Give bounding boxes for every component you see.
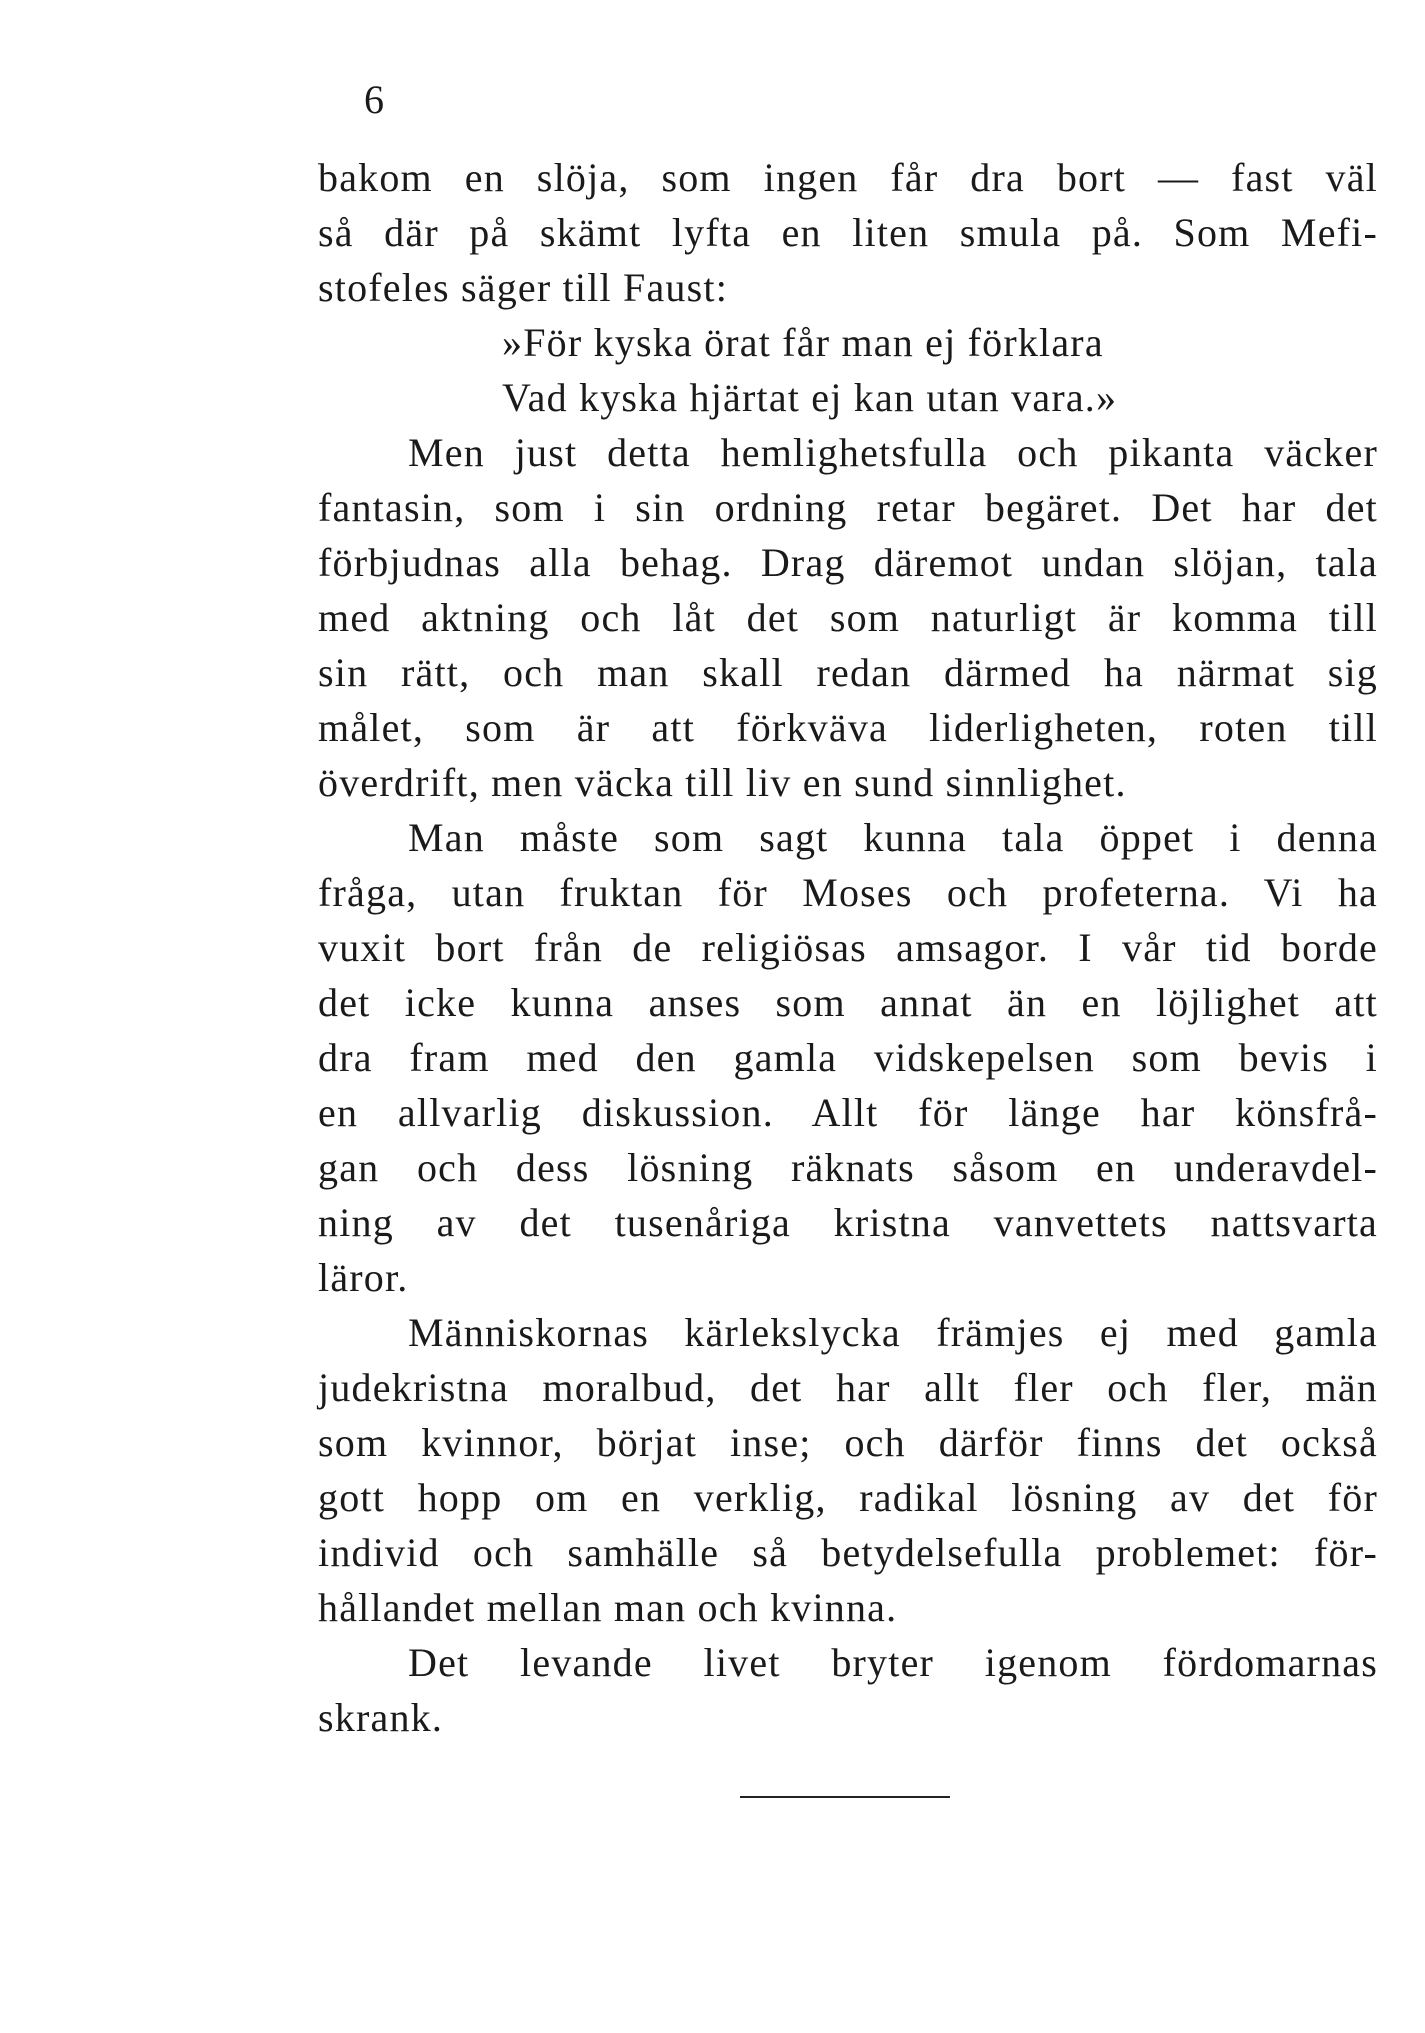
text-line: dra fram med den gamla vidskepelsen som bevis i: [318, 1035, 1378, 1080]
text-line: som kvinnor, börjat inse; och därför finns det också: [318, 1420, 1378, 1465]
text-line: ning av det tusenåriga kristna vanvettets nattsvarta: [318, 1200, 1378, 1245]
text-line: bakom en slöja, som ingen får dra bort — fast väl: [318, 155, 1378, 200]
text-line: judekristna moralbud, det har allt fler och fler, män: [318, 1365, 1378, 1410]
text-line: vuxit bort från de religiösas amsagor. I vår tid borde: [318, 925, 1378, 970]
text-line: hållandet mellan man och kvinna.: [318, 1585, 898, 1630]
body-text: [318, 150, 1378, 1745]
page-number: 6: [364, 77, 384, 122]
section-divider: [740, 1796, 950, 1798]
text-line: det icke kunna anses som annat än en löjlighet att: [318, 980, 1378, 1025]
text-line: gan och dess lösning räknats såsom en underavdel-: [318, 1145, 1378, 1190]
text-line: så där på skämt lyfta en liten smula på. Som Mefi-: [318, 210, 1378, 255]
text-line: överdrift, men väcka till liv en sund sinnlighet.: [318, 760, 1127, 805]
text-line: med aktning och låt det som naturligt är komma till: [318, 595, 1378, 640]
text-line: läror.: [318, 1255, 409, 1300]
text-line: Människornas kärlekslycka främjes ej med gamla: [408, 1310, 1378, 1355]
text-line: skrank.: [318, 1695, 444, 1740]
text-line: Man måste som sagt kunna tala öppet i denna: [408, 815, 1378, 860]
text-line: sin rätt, och man skall redan därmed ha närmat sig: [318, 650, 1378, 695]
text-line: gott hopp om en verklig, radikal lösning av det för: [318, 1475, 1378, 1520]
text-line: fantasin, som i sin ordning retar begäret. Det har det: [318, 485, 1378, 530]
text-line: målet, som är att förkväva liderligheten, roten till: [318, 705, 1378, 750]
text-line: Men just detta hemlighetsfulla och pikanta väcker: [408, 430, 1378, 475]
text-line: Det levande livet bryter igenom fördomarnas: [408, 1640, 1378, 1685]
quote-line: »För kyska örat får man ej förklara: [502, 320, 1104, 365]
text-line: förbjudnas alla behag. Drag däremot undan slöjan, tala: [318, 540, 1378, 585]
text-line: stofeles säger till Faust:: [318, 265, 729, 310]
quote-line: Vad kyska hjärtat ej kan utan vara.»: [502, 375, 1118, 420]
text-line: fråga, utan fruktan för Moses och profeterna. Vi ha: [318, 870, 1378, 915]
text-line: individ och samhälle så betydelsefulla problemet: för-: [318, 1530, 1378, 1575]
text-line: en allvarlig diskussion. Allt för länge har könsfrå-: [318, 1090, 1378, 1135]
